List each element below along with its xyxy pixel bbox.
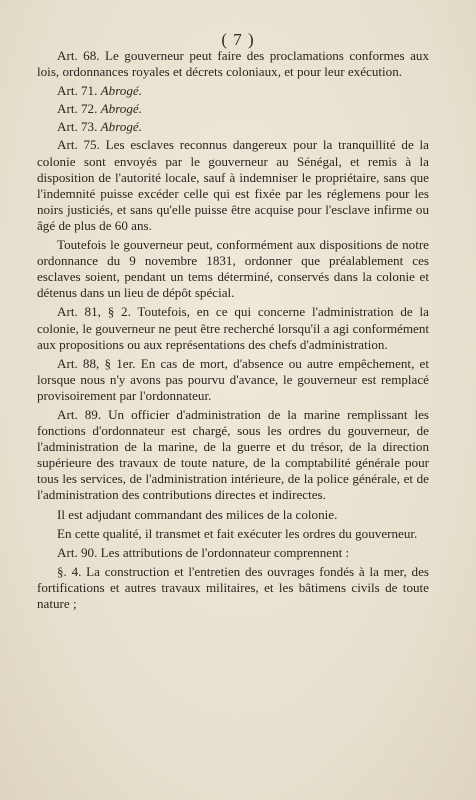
article-number: Art. 71.	[57, 83, 98, 99]
paragraph-section-4: §. 4. La construction et l'entretien des ouvrages fondés à la mer, des fortifications et autres travaux militaires, et les bâtimens civils de toute nature ;	[37, 563, 429, 611]
paragraph-art-68: Art. 68. Le gouverneur peut faire des proclamations conformes aux lois, ordonnances royales et décrets coloniaux, et pour leur exécution.	[37, 48, 429, 80]
paragraph-art-89: Art. 89. Un officier d'administration de la marine remplissant les fonctions d'ordonnateur est chargé, sous les ordres du gouverneur, de l'administration de la marine, de la guerre et du trésor, de la direction supérieure des travaux de toute nature, de la comptabilité générale pour tous les services, de l'administration intérieure, de la police générale, et de l'administration des contributions directes et indirectes.	[37, 406, 429, 503]
paragraph-qualite: En cette qualité, il transmet et fait exécuter les ordres du gouverneur.	[57, 525, 418, 541]
paragraph-art-72	[37, 101, 429, 117]
paragraph-art-81: Art. 81, § 2. Toutefois, en ce qui concerne l'administration de la colonie, le gouverneur ne peut être recherché lorsqu'il a agi conformément aux propositions ou aux représentations des chefs d'administration.	[37, 304, 429, 352]
article-status: Abrogé.	[100, 119, 142, 135]
article-status: Abrogé.	[100, 101, 142, 117]
paragraph-toutefois: Toutefois le gouverneur peut, conformément aux dispositions de notre ordonnance du 9 novembre 1831, ordonner que préalablement ces esclaves soient, pendant un tems déterminé, conservés dans la colonie et détenus dans un lieu de dépôt spécial.	[37, 237, 429, 301]
paragraph-art-90: Art. 90. Les attributions de l'ordonnateur comprennent :	[57, 544, 350, 560]
article-status: Abrogé.	[100, 83, 142, 99]
paragraph-art-75: Art. 75. Les esclaves reconnus dangereux pour la tranquillité de la colonie sont envoyés par le gouverneur au Sénégal, et remis à la disposition de l'autorité locale, sauf à indemniser le propriétaire, sans que l'indemnité puisse excéder celle qui est fixée par les réglemens pour les noirs justiciés, et sans qu'elle puisse être acquise pour l'esclave infirme ou âgé de plus de 60 ans.	[37, 137, 429, 233]
paragraph-art-73	[37, 119, 429, 135]
paragraph-art-88: Art. 88, § 1er. En cas de mort, d'absence ou autre empêchement, et lorsque nous n'y avons pas pourvu d'avance, le gouverneur est remplacé provisoirement par l'ordonnateur.	[37, 355, 429, 403]
paragraph-adjudant: Il est adjudant commandant des milices de la colonie.	[57, 506, 338, 522]
article-number: Art. 72.	[57, 101, 98, 117]
document-body	[37, 48, 429, 615]
paragraph-art-71	[37, 83, 429, 99]
page-number: ( 7 )	[221, 30, 255, 49]
article-number: Art. 73.	[57, 119, 98, 135]
